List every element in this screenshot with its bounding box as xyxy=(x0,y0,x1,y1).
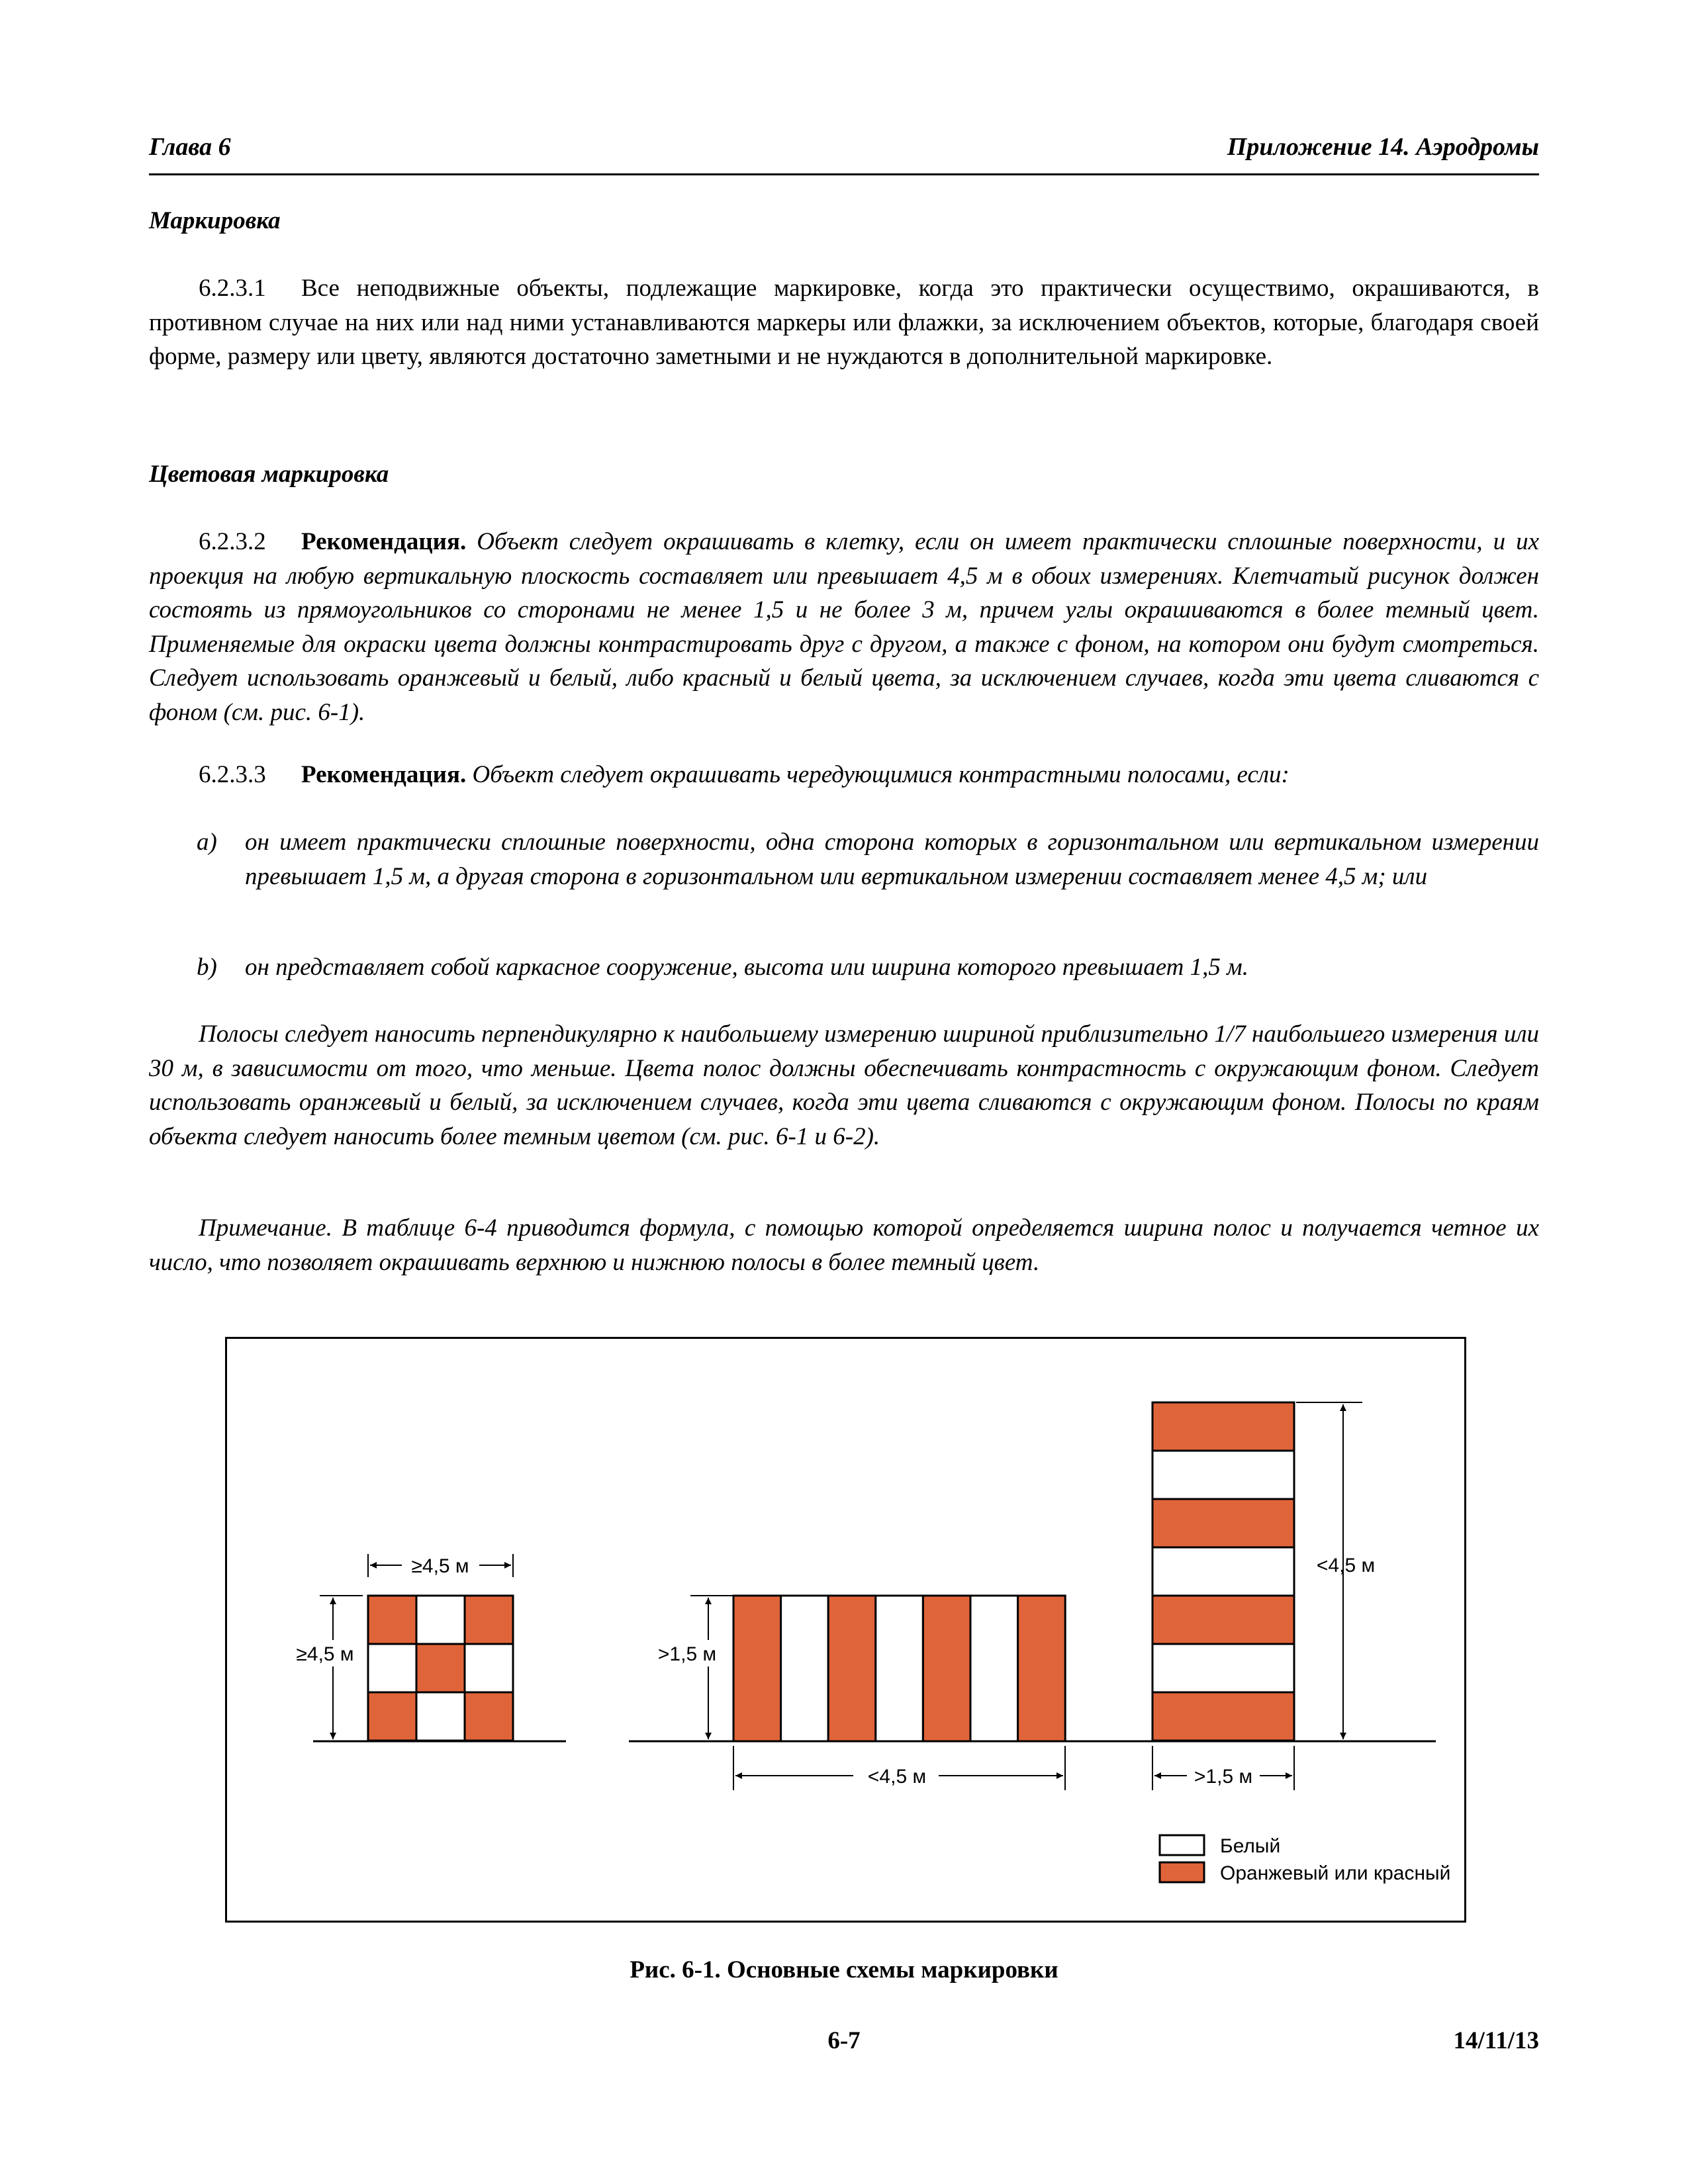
paragraph-text: Объект следует окрашивать в клетку, если он имеет практически сплошные поверхности, и их проекция на любую вертикальную плоскость составляет или превышает 4,5 м в обоих измерениях. Клетчатый рисунок должен состоять из прямоугольников со сторонами не менее 1,5 и не более 3 м, причем углы окрашиваются в более темный цвет. Применяемые для окраски цвета должны контрастировать друг с другом, а также с фоном, на котором они будут смотреться. Следует использовать оранжевый и белый, либо красный и белый цвета, за исключением случаев, когда эти цвета сливаются с фоном (см. рис. 6-1). xyxy=(149,528,1540,726)
legend-label-orange: Оранжевый или красный xyxy=(1220,1862,1451,1884)
dimension-vobject-width xyxy=(1152,1746,1294,1790)
dimension-checker-height xyxy=(296,1596,363,1739)
legend-label-white: Белый xyxy=(1220,1835,1281,1857)
paragraph-note: Примечание. В таблице 6-4 приводится формула, с помощью которой определяется ширина полос и получается четное их число, что позволяет окрашивать верхнюю и нижнюю полосы в более темный цвет. xyxy=(149,1214,1539,1276)
recommendation-label: Рекомендация. xyxy=(301,761,467,788)
legend-swatch-white xyxy=(1160,1835,1204,1855)
list-item-label: a) xyxy=(197,829,217,856)
figure-legend xyxy=(1160,1835,1450,1884)
page-date: 14/11/13 xyxy=(1453,2027,1539,2054)
paragraph-text: Объект следует окрашивать чередующимися контрастными полосами, если: xyxy=(472,761,1289,788)
dimension-label: ≥4,5 м xyxy=(296,1643,354,1665)
vertical-stripes-object xyxy=(733,1596,1065,1741)
dimension-vobject-height xyxy=(1296,1402,1375,1739)
stripe-band xyxy=(970,1596,1018,1741)
paragraph-6-2-3-3 xyxy=(149,758,1539,792)
dimension-checker-width xyxy=(368,1554,513,1577)
marking-diagram xyxy=(227,1339,1464,1921)
page-number: 6-7 xyxy=(827,2027,861,2054)
checker-cell xyxy=(416,1596,465,1644)
paragraph-stripes: Полосы следует наносить перпендикулярно к наибольшему измерению шириной приблизительно 1/7 наибольшего измерения или 30 м, в зависимости от того, что меньше. Цвета полос должны обеспечивать контрастность с окружающим фоном. Следует использовать оранжевый и белый, за исключением случаев, когда эти цвета сливаются с окружающим фоном. Полосы по краям объекта следует наносить более темным цветом (см. рис. 6-1 и 6-2). xyxy=(149,1021,1539,1150)
stripe-band xyxy=(1018,1596,1066,1741)
checker-cell xyxy=(465,1644,513,1692)
section-title-marking: Маркировка xyxy=(149,207,281,234)
checker-cell xyxy=(465,1692,513,1741)
paragraph-6-2-3-1 xyxy=(149,271,1539,374)
stripe-band xyxy=(781,1596,829,1741)
checker-cell xyxy=(368,1596,416,1644)
list-item-a xyxy=(149,825,1539,893)
recommendation-label: Рекомендация. xyxy=(301,528,467,555)
list-item-label: b) xyxy=(197,954,217,981)
stripe-band xyxy=(923,1596,970,1741)
paragraph-text: Все неподвижные объекты, подлежащие маркировке, когда это практически осуществимо, окрашиваются, в противном случае на них или над ними устанавливаются маркеры или флажки, за исключением объектов, которые, благодаря своей форме, размеру или цвету, являются достаточно заметными и не нуждаются в дополнительной маркировке. xyxy=(149,275,1539,370)
chapter-header: Глава 6 xyxy=(149,133,231,161)
paragraph-6-2-3-2 xyxy=(149,525,1539,729)
paragraph-number: 6.2.3.3 xyxy=(199,761,266,788)
checkerboard-object xyxy=(368,1596,513,1741)
stripe-band xyxy=(733,1596,781,1741)
dimension-label: <4,5 м xyxy=(867,1766,927,1788)
list-item-text: он имеет практически сплошные поверхности, одна сторона которых в горизонтальном или вертикальном измерении превышает 1,5 м, а другая сторона в горизонтальном или вертикальном измерении составляет менее 4,5 м; или xyxy=(245,829,1539,890)
header-rule xyxy=(149,173,1539,175)
list-item-text: он представляет собой каркасное сооружение, высота или ширина которого превышает 1,5 м. xyxy=(245,954,1248,981)
legend-swatch-orange xyxy=(1160,1862,1204,1882)
stripe-band xyxy=(828,1596,876,1741)
checker-cell xyxy=(465,1596,513,1644)
stripe-band xyxy=(1152,1402,1294,1451)
stripe-band xyxy=(1152,1692,1294,1741)
dimension-label: >1,5 м xyxy=(657,1643,717,1665)
section-title-color-marking: Цветовая маркировка xyxy=(149,461,389,488)
stripe-band xyxy=(876,1596,923,1741)
figure-caption: Рис. 6-1. Основные схемы маркировки xyxy=(630,1956,1058,1983)
stripe-band xyxy=(1152,1499,1294,1547)
stripe-band xyxy=(1152,1644,1294,1692)
annex-header: Приложение 14. Аэродромы xyxy=(1227,133,1539,161)
dimension-hobject-height xyxy=(658,1596,733,1739)
stripe-band xyxy=(1152,1451,1294,1499)
dimension-label: >1,5 м xyxy=(1194,1766,1253,1788)
checker-cell xyxy=(416,1692,465,1741)
dimension-label: ≥4,5 м xyxy=(411,1555,469,1577)
checker-cell xyxy=(368,1644,416,1692)
stripe-band xyxy=(1152,1547,1294,1596)
list-item-b xyxy=(149,950,1539,985)
horizontal-stripes-object xyxy=(1152,1402,1294,1741)
paragraph-number: 6.2.3.1 xyxy=(199,275,266,302)
checker-cell xyxy=(416,1644,465,1692)
paragraph-number: 6.2.3.2 xyxy=(199,528,266,555)
dimension-label: <4,5 м xyxy=(1316,1555,1376,1576)
checker-cell xyxy=(368,1692,416,1741)
stripe-band xyxy=(1152,1596,1294,1644)
figure-frame xyxy=(225,1337,1466,1923)
dimension-hobject-width xyxy=(733,1746,1065,1790)
